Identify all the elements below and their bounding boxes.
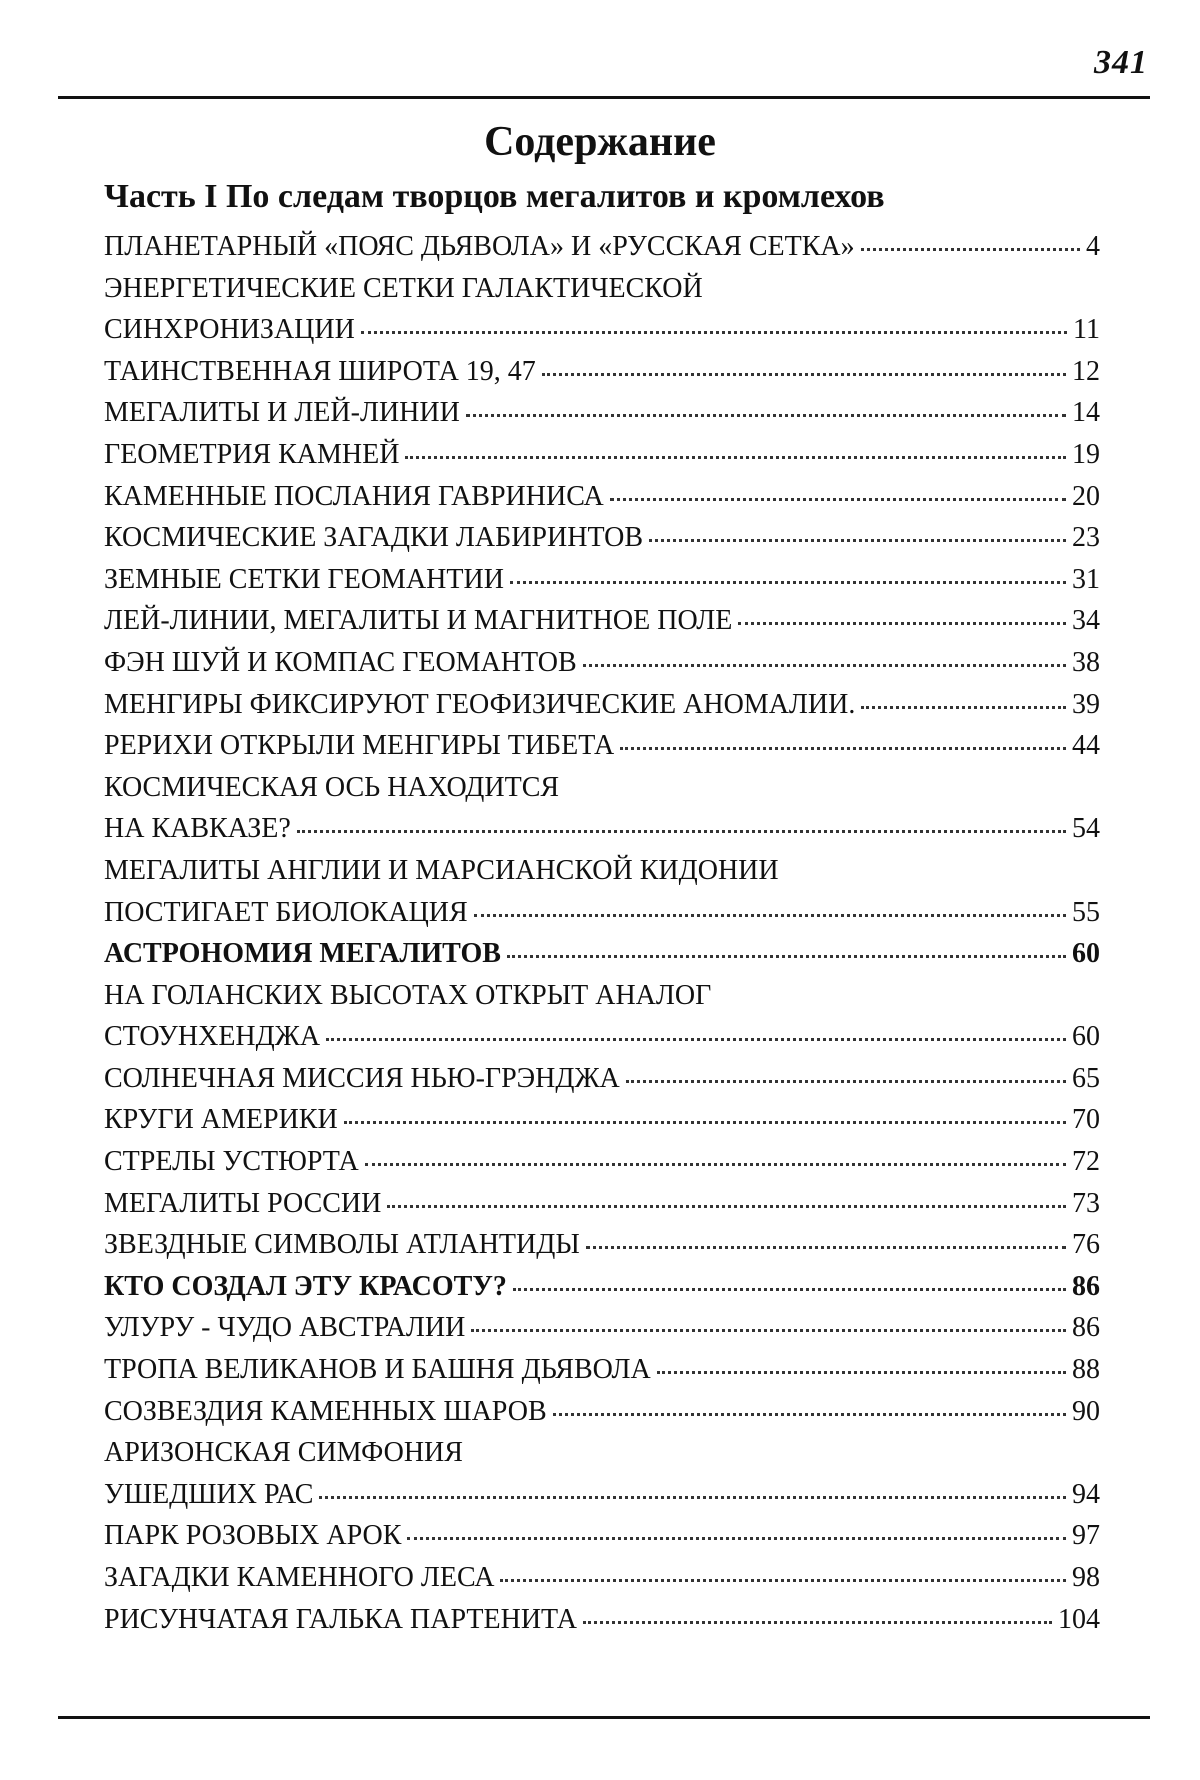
toc-entry	[104, 351, 1100, 393]
toc-entry-title: ПЛАНЕТАРНЫЙ «ПОЯС ДЬЯВОЛА» И «РУССКАЯ СЕТКА»	[104, 231, 855, 262]
toc-entry-page-number: 23	[1072, 522, 1100, 554]
toc-entry-page-number: 70	[1072, 1104, 1100, 1136]
toc-entry-line	[104, 1474, 1100, 1516]
toc-entry-line	[104, 309, 1100, 351]
toc-entry-title: ЗВЕЗДНЫЕ СИМВОЛЫ АТЛАНТИДЫ	[104, 1229, 580, 1261]
toc-entry-title: СИНХРОНИЗАЦИИ	[104, 314, 355, 346]
toc-entry-title: РИСУНЧАТАЯ ГАЛЬКА ПАРТЕНИТА	[104, 1603, 577, 1635]
toc-entry	[104, 1432, 1100, 1515]
dot-leader	[297, 830, 1066, 833]
toc-entry-line	[104, 1557, 1100, 1599]
dot-leader	[365, 1163, 1066, 1166]
contents-heading: Содержание	[484, 119, 716, 165]
toc-entry-page-number: 86	[1072, 1312, 1100, 1344]
toc-entry	[104, 434, 1100, 476]
dot-leader	[344, 1121, 1066, 1124]
toc-entry	[104, 1266, 1100, 1308]
toc-entry-line	[104, 1515, 1100, 1557]
toc-entry-page-number: 44	[1072, 730, 1100, 762]
toc-entry-page-number: 4	[1086, 231, 1100, 262]
dot-leader	[861, 248, 1080, 251]
toc-entry-title: ЗЕМНЫЕ СЕТКИ ГЕОМАНТИИ	[104, 563, 504, 595]
bottom-rule	[58, 1716, 1150, 1719]
toc-entry-line	[104, 1099, 1100, 1141]
toc-entry-page-number: 88	[1072, 1354, 1100, 1386]
dot-leader	[586, 1246, 1066, 1249]
dot-leader	[513, 1288, 1066, 1291]
dot-leader	[326, 1038, 1066, 1041]
toc-entry-page-number: 19	[1072, 438, 1100, 470]
dot-leader	[553, 1413, 1066, 1416]
toc-entry-line	[104, 808, 1100, 850]
toc-entry-title: ТРОПА ВЕЛИКАНОВ И БАШНЯ ДЬЯВОЛА	[104, 1354, 651, 1386]
dot-leader	[407, 1537, 1066, 1540]
toc-entry-title: ЗАГАДКИ КАМЕННОГО ЛЕСА	[104, 1562, 495, 1593]
toc-entry-title: РЕРИХИ ОТКРЫЛИ МЕНГИРЫ ТИБЕТА	[104, 730, 615, 762]
toc-entry-title: СОЗВЕЗДИЯ КАМЕННЫХ ШАРОВ	[104, 1395, 547, 1427]
toc-entry-title: УШЕДШИХ РАС	[104, 1478, 314, 1510]
top-rule	[58, 96, 1150, 99]
toc-entry-line	[104, 1307, 1100, 1349]
toc-entry-title-line: АРИЗОНСКАЯ СИМФОНИЯ	[104, 1437, 463, 1469]
toc-entry-title-line: МЕГАЛИТЫ АНГЛИИ И МАРСИАНСКОЙ КИДОНИИ	[104, 854, 779, 886]
toc-entry	[104, 559, 1100, 601]
toc-entry-line	[104, 476, 1100, 518]
toc-entry-title: СОЛНЕЧНАЯ МИССИЯ НЬЮ-ГРЭНДЖА	[104, 1062, 620, 1094]
toc-entry-title-line: КОСМИЧЕСКАЯ ОСЬ НАХОДИТСЯ	[104, 771, 560, 803]
toc-entry-title-line: НА ГОЛАНСКИХ ВЫСОТАХ ОТКРЫТ АНАЛОГ	[104, 979, 712, 1011]
toc-entry-page-number: 60	[1072, 938, 1100, 970]
toc-entry-line	[104, 351, 1100, 393]
toc-entry-line	[104, 892, 1100, 934]
toc-entry-title: КРУГИ АМЕРИКИ	[104, 1104, 338, 1136]
toc-entry-line	[104, 1266, 1100, 1308]
toc-entry-page-number: 34	[1072, 605, 1100, 637]
toc-entry-line	[104, 1016, 1100, 1058]
toc-entry	[104, 684, 1100, 726]
toc-entry	[104, 975, 1100, 1058]
toc-entry-title: НА КАВКАЗЕ?	[104, 813, 291, 845]
toc-entry-line	[104, 517, 1100, 559]
toc-entry-title: МЕГАЛИТЫ И ЛЕЙ-ЛИНИИ	[104, 397, 460, 429]
toc-entry-title: СТОУНХЕНДЖА	[104, 1021, 321, 1053]
toc-entry-page-number: 65	[1072, 1062, 1100, 1094]
toc-entry-line	[104, 434, 1100, 476]
toc-entry-title: КАМЕННЫЕ ПОСЛАНИЯ ГАВРИНИСА	[104, 480, 604, 512]
toc-entry	[104, 476, 1100, 518]
dot-leader	[510, 581, 1066, 584]
toc-entry	[104, 1224, 1100, 1266]
toc-entry	[104, 642, 1100, 684]
toc-entry	[104, 392, 1100, 434]
toc-entry	[104, 1349, 1100, 1391]
dot-leader	[861, 706, 1066, 709]
toc-entry-line	[104, 392, 1100, 434]
toc-entry	[104, 600, 1100, 642]
toc-entry-line	[104, 642, 1100, 684]
toc-entry-title: ЛЕЙ-ЛИНИИ, МЕГАЛИТЫ И МАГНИТНОЕ ПОЛЕ	[104, 605, 733, 637]
toc-entry-title: УЛУРУ - ЧУДО АВСТРАЛИИ	[104, 1312, 466, 1344]
toc-entry-page-number: 55	[1072, 896, 1100, 928]
toc-entry-line	[104, 559, 1100, 601]
toc-entry	[104, 517, 1100, 559]
toc-entry	[104, 1599, 1100, 1641]
toc-entry	[104, 226, 1100, 268]
dot-leader	[583, 1621, 1052, 1624]
toc-entry	[104, 933, 1100, 975]
toc-entry-title: ФЭН ШУЙ И КОМПАС ГЕОМАНТОВ	[104, 646, 577, 678]
toc-entry-page-number: 39	[1072, 688, 1100, 720]
toc-entry	[104, 725, 1100, 767]
toc-entry-title: ПАРК РОЗОВЫХ АРОК	[104, 1520, 402, 1552]
toc-entry-line	[104, 226, 1100, 268]
toc-entry	[104, 1391, 1100, 1433]
toc-entry-page-number: 38	[1072, 646, 1100, 678]
dot-leader	[466, 414, 1066, 417]
toc-entry-title: ТАИНСТВЕННАЯ ШИРОТА 19, 47	[104, 355, 536, 387]
toc-entry-page-number: 86	[1072, 1270, 1100, 1302]
toc-entry-page-number: 31	[1072, 563, 1100, 595]
toc-entry-line	[104, 933, 1100, 975]
toc-entry-page-number: 94	[1072, 1478, 1100, 1510]
toc-entry	[104, 268, 1100, 351]
dot-leader	[620, 747, 1066, 750]
toc-entry	[104, 1141, 1100, 1183]
dot-leader	[387, 1205, 1066, 1208]
toc-entry-line	[104, 1599, 1100, 1641]
toc-entry-title-line: ЭНЕРГЕТИЧЕСКИЕ СЕТКИ ГАЛАКТИЧЕСКОЙ	[104, 272, 703, 304]
toc-entry-title: МЕНГИРЫ ФИКСИРУЮТ ГЕОФИЗИЧЕСКИЕ АНОМАЛИИ.	[104, 688, 856, 720]
toc-entry-page-number: 98	[1072, 1562, 1100, 1593]
toc-entry	[104, 1557, 1100, 1599]
toc-entry-page-number: 14	[1072, 397, 1100, 429]
toc-entry-title: КТО СОЗДАЛ ЭТУ КРАСОТУ?	[104, 1270, 507, 1302]
toc-entry	[104, 767, 1100, 850]
toc-entry	[104, 1515, 1100, 1557]
toc-entry-page-number: 76	[1072, 1229, 1100, 1261]
toc-entry-line	[104, 1224, 1100, 1266]
dot-leader	[542, 373, 1066, 376]
toc-entry-line	[104, 1141, 1100, 1183]
toc-entry-title: ПОСТИГАЕТ БИОЛОКАЦИЯ	[104, 896, 468, 928]
toc-entry-title: ГЕОМЕТРИЯ КАМНЕЙ	[104, 438, 400, 470]
toc-entry	[104, 1183, 1100, 1225]
dot-leader	[500, 1579, 1066, 1582]
dot-leader	[626, 1080, 1066, 1083]
toc-entry-title: МЕГАЛИТЫ РОССИИ	[104, 1187, 382, 1219]
toc-entry-line	[104, 684, 1100, 726]
dot-leader	[319, 1496, 1066, 1499]
toc-entry-page-number: 54	[1072, 813, 1100, 845]
toc-entry	[104, 1058, 1100, 1100]
dot-leader	[361, 331, 1067, 334]
toc-entry-line	[104, 1058, 1100, 1100]
dot-leader	[738, 622, 1066, 625]
toc-entry-page-number: 90	[1072, 1395, 1100, 1427]
table-of-contents	[104, 226, 1100, 1640]
toc-entry-page-number: 11	[1073, 314, 1100, 346]
toc-entry-title: СТРЕЛЫ УСТЮРТА	[104, 1146, 359, 1178]
toc-entry-line	[104, 1391, 1100, 1433]
toc-entry-page-number: 60	[1072, 1021, 1100, 1053]
toc-entry-page-number: 104	[1058, 1603, 1100, 1635]
dot-leader	[405, 456, 1066, 459]
dot-leader	[507, 955, 1066, 958]
dot-leader	[610, 498, 1066, 501]
toc-entry-line	[104, 1183, 1100, 1225]
toc-entry-title: АСТРОНОМИЯ МЕГАЛИТОВ	[104, 938, 501, 970]
toc-entry	[104, 1307, 1100, 1349]
toc-entry-page-number: 97	[1072, 1520, 1100, 1552]
toc-entry-page-number: 12	[1072, 355, 1100, 387]
toc-entry	[104, 1099, 1100, 1141]
dot-leader	[583, 664, 1066, 667]
toc-entry-line	[104, 725, 1100, 767]
toc-entry-page-number: 20	[1072, 480, 1100, 512]
toc-entry-title: КОСМИЧЕСКИЕ ЗАГАДКИ ЛАБИРИНТОВ	[104, 522, 644, 554]
dot-leader	[649, 539, 1066, 542]
page-number: 341	[1094, 44, 1148, 81]
dot-leader	[657, 1371, 1066, 1374]
dot-leader	[471, 1329, 1066, 1332]
toc-entry-page-number: 72	[1072, 1146, 1100, 1178]
toc-entry-page-number: 73	[1072, 1187, 1100, 1219]
dot-leader	[474, 914, 1066, 917]
toc-entry-line	[104, 600, 1100, 642]
part-title: Часть I По следам творцов мегалитов и кромлехов	[104, 178, 885, 215]
toc-entry-line	[104, 1349, 1100, 1391]
toc-entry	[104, 850, 1100, 933]
